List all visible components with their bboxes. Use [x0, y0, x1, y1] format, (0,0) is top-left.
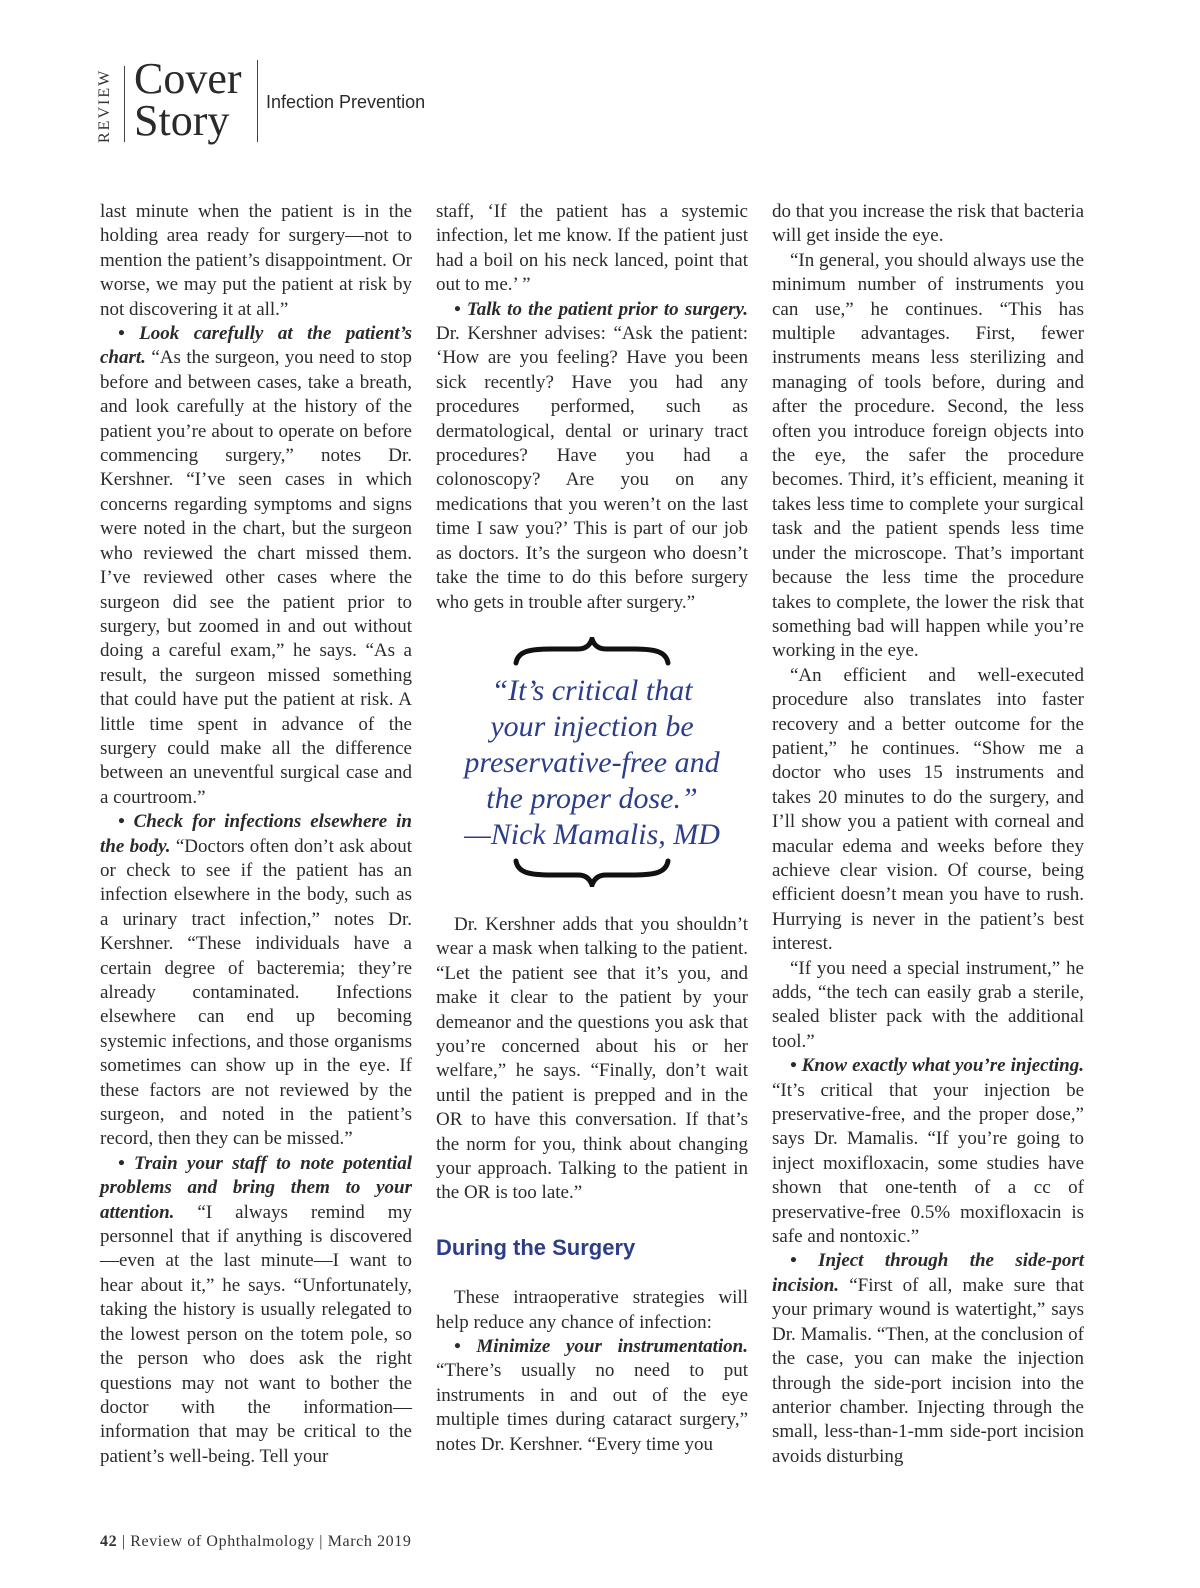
bullet-lead: • Know exactly what you’re injecting.	[790, 1055, 1084, 1077]
paragraph	[772, 1054, 1084, 1249]
paragraph-text: “As the surgeon, you need to stop before and between cases, take a breath, and look carefully at the history of the patient you’re about to operate on before commencing surgery,” notes Dr. Kershner. “I’ve seen cases in which concerns regarding symptoms and signs were noted in the chart, but the surgeon who reviewed the chart missed them. I’ve reviewed other cases where the surgeon did see the patient prior to surgery, but zoomed in and out without doing a careful exam,” he says. “As a result, the surgeon missed something that could have put the patient at risk. A little time spent in advance of the surgery could make all the difference between an uneventful surgical case and a courtroom.”	[100, 347, 412, 808]
review-vertical-label: REVIEW	[96, 68, 113, 144]
article-column-2	[436, 200, 748, 1457]
page-footer	[100, 1533, 411, 1551]
pull-quote	[436, 637, 748, 887]
footer-separator: |	[319, 1533, 324, 1550]
cover-story-line2: Story	[134, 96, 230, 145]
paragraph: do that you increase the risk that bacteria will get inside the eye.	[772, 201, 1084, 247]
paragraph: “An efficient and well-executed procedure also translates into faster recovery and a better outcome for the patient,” he continues. “Show me a doctor who uses 15 instruments and takes 20 minutes to do the surgery, and I’ll show you a patient with corneal and macular edema and weeks before they achieve clear vision. Of course, being efficient doesn’t mean you have to rush. Hurrying is never in the patient’s best interest.	[772, 664, 1084, 955]
paragraph-text: “First of all, make sure that your primary wound is watertight,” says Dr. Mamalis. “Then, at the conclusion of the case, you can make the injection through the side-port incision into the anterior chamber. Injecting through the small, less-than-1-mm side-port incision avoids disturbing	[772, 1274, 1084, 1467]
paragraph-text: “It’s critical that your injection be preservative-free, and the proper dose,” says Dr. Mamalis. “If you’re going to inject moxifloxacin, some studies have shown that one-tenth of a cc of preservative-free 0.5% moxifloxacin is safe and nontoxic.”	[772, 1079, 1084, 1248]
cover-story-label	[134, 54, 242, 145]
bullet-lead: • Train your staff to note potential problems and bring them to your attention.	[100, 1152, 412, 1223]
bullet-lead: • Check for infections elsewhere in the body.	[100, 811, 412, 857]
paragraph-text: “Doctors often don’t ask about or check to see if the patient has an infection elsewhere in the body, such as a urinary tract infection,” notes Dr. Kershner. “These individuals have a certain degree of bacteremia; they’re already contaminated. Infections elsewhere can end up becoming systemic infections, and those organisms sometimes can show up in the eye. If these factors are not reviewed by the surgeon, and noted in the patient’s record, then they can be missed.”	[100, 835, 412, 1150]
paragraph	[100, 1152, 412, 1469]
header-divider-right	[257, 60, 258, 142]
bullet-lead: • Inject through the side-port incision.	[772, 1250, 1084, 1296]
pull-quote-line: the proper dose.”	[486, 781, 698, 815]
bullet-lead: • Talk to the patient prior to surgery.	[454, 298, 748, 320]
paragraph-text: “There’s usually no need to put instruments in and out of the eye multiple times during cataract surgery,” notes Dr. Kershner. “Every time you	[436, 1360, 748, 1455]
paragraph	[436, 1335, 748, 1457]
brace-bottom-icon	[512, 857, 672, 887]
brace-top-icon	[512, 637, 672, 667]
article-column-1	[100, 200, 412, 1469]
pull-quote-line: “It’s critical that	[491, 673, 693, 707]
paragraph: “If you need a special instrument,” he adds, “the tech can easily grab a sterile, sealed blister pack with the additional tool.”	[772, 957, 1084, 1052]
pull-quote-line: your injection be	[490, 709, 694, 743]
page-number: 42	[100, 1533, 118, 1550]
paragraph: staff, ‘If the patient has a systemic infection, let me know. If the patient just had a boil on his neck lanced, point that out to me.’ ”	[436, 201, 748, 296]
paragraph-text: “I always remind my personnel that if anything is discovered—even at the last minute—I want to hear about it,” he says. “Unfortunately, taking the history is usually relegated to the lowest person on the totem pole, so the person who does ask the right questions may not want to bother the doctor with the information—information that may be critical to the patient’s well-being. Tell your	[100, 1201, 412, 1467]
article-column-3	[772, 200, 1084, 1469]
bullet-lead: • Look carefully at the patient’s chart.	[100, 323, 412, 369]
paragraph	[100, 322, 412, 810]
paragraph	[436, 298, 748, 615]
section-title: Infection Prevention	[266, 92, 426, 112]
paragraph: Dr. Kershner adds that you shouldn’t wear a mask when talking to the patient. “Let the patient see that it’s you, and make it clear to the patient by your demeanor and the questions you ask that you’re concerned about his or her welfare,” he says. “Finally, don’t wait until the patient is prepped and in the OR to have this conversation. If that’s the norm for you, think about changing your approach. Talking to the patient in the OR is too late.”	[436, 913, 748, 1204]
paragraph	[100, 810, 412, 1152]
section-heading: During the Surgery	[436, 1234, 636, 1260]
footer-separator: |	[121, 1533, 126, 1550]
paragraph: These intraoperative strategies will help reduce any chance of infection:	[436, 1287, 748, 1333]
header-divider-left	[124, 66, 125, 142]
magazine-name: Review of Ophthalmology	[130, 1533, 315, 1550]
bullet-lead: • Minimize your instrumentation.	[454, 1336, 748, 1357]
paragraph	[772, 1249, 1084, 1469]
paragraph: last minute when the patient is in the holding area ready for surgery—not to mention the patient’s disappointment. Or worse, we may put the patient at risk by not discovering it at all.”	[100, 201, 412, 320]
paragraph-text: Dr. Kershner advises: “Ask the patient: ‘How are you feeling? Have you been sick recently? Have you had any procedures performed, such as dermatological, dental or urinary tract procedures? Have you had a colonoscopy? Are you on any medications that you weren’t on the last time I saw you?’ This is part of our job as doctors. It’s the surgeon who doesn’t take the time to do this before surgery who gets in trouble after surgery.”	[436, 323, 748, 613]
issue-date: March 2019	[327, 1533, 412, 1550]
pull-quote-attribution: —Nick Mamalis, MD	[464, 817, 720, 851]
cover-story-line1: Cover	[134, 54, 242, 103]
paragraph: “In general, you should always use the minimum number of instruments you can use,” he continues. “This has multiple advantages. First, fewer instruments means less sterilizing and managing of tools before, during and after the procedure. Second, the less often you introduce foreign objects into the eye, the safer the procedure becomes. Third, it’s efficient, meaning it takes less time to complete your surgical task and the patient spends less time under the microscope. That’s important because the less time the procedure takes to complete, the lower the risk that something bad will happen while you’re working in the eye.	[772, 249, 1084, 662]
pull-quote-line: preservative-free and	[464, 745, 720, 779]
